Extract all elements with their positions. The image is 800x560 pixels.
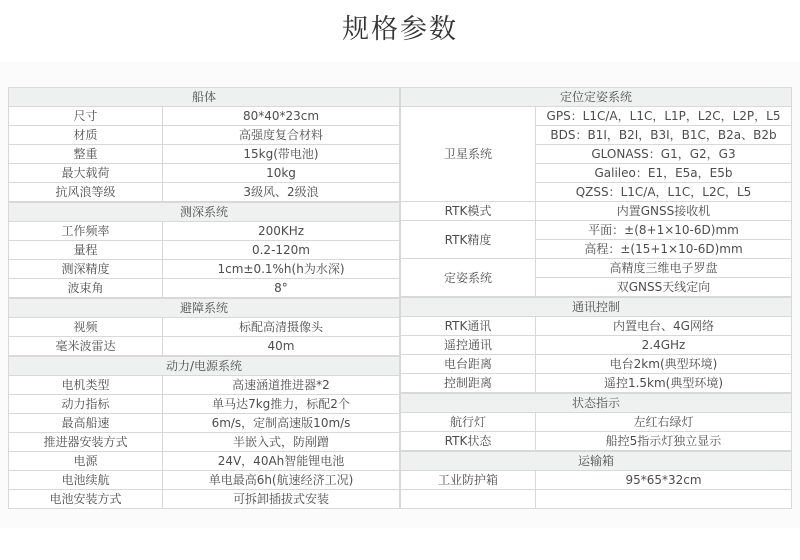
table-row <box>9 260 400 279</box>
table-row <box>9 414 400 433</box>
page-title: 规格参数 <box>342 14 458 45</box>
table-row <box>9 490 400 509</box>
table-row <box>9 183 400 202</box>
spec-value: 标配高清摄像头 <box>163 318 400 337</box>
spec-value: 单马达7kg推力，标配2个 <box>163 395 400 414</box>
spec-label: 工业防护箱 <box>401 471 536 490</box>
section-header-positioning-system: 定位定姿系统 <box>401 88 792 107</box>
spec-label: 电池安装方式 <box>9 490 163 509</box>
spec-section-transport-box <box>400 451 792 509</box>
section-header-row <box>401 88 792 107</box>
spec-label: 控制距离 <box>401 374 536 393</box>
spec-label: 最高船速 <box>9 414 163 433</box>
table-row <box>9 107 400 126</box>
table-row <box>401 107 792 126</box>
page <box>0 14 800 528</box>
spec-value: 双GNSS天线定向 <box>536 278 792 297</box>
spec-value: 高程：±(15+1×10-6D)mm <box>536 240 792 259</box>
spec-table <box>8 87 792 509</box>
table-row <box>401 336 792 355</box>
table-row <box>9 337 400 356</box>
spec-label: 电机类型 <box>9 376 163 395</box>
spec-label: RTK状态 <box>401 432 536 451</box>
table-row <box>9 222 400 241</box>
spec-label: 推进器安装方式 <box>9 433 163 452</box>
spec-value: 高精度三维电子罗盘 <box>536 259 792 278</box>
spec-label: 工作频率 <box>9 222 163 241</box>
section-header-row <box>9 88 400 107</box>
spec-label: 最大载荷 <box>9 164 163 183</box>
spec-label: 航行灯 <box>401 413 536 432</box>
section-header-row <box>401 298 792 317</box>
section-header-transport-box: 运输箱 <box>401 452 792 471</box>
section-header-hull: 船体 <box>9 88 400 107</box>
spec-label: 定姿系统 <box>401 259 536 297</box>
table-row <box>9 376 400 395</box>
table-row <box>401 413 792 432</box>
table-row <box>9 395 400 414</box>
spec-label: 抗风浪等级 <box>9 183 163 202</box>
spec-value: 24V，40Ah智能锂电池 <box>163 452 400 471</box>
section-header-status-indication: 状态指示 <box>401 394 792 413</box>
spec-value: Galileo：E1，E5a，E5b <box>536 164 792 183</box>
spec-label: 材质 <box>9 126 163 145</box>
spec-value: 高速涵道推进器*2 <box>163 376 400 395</box>
table-row <box>9 318 400 337</box>
table-row <box>9 452 400 471</box>
table-row <box>401 471 792 490</box>
spec-label: 测深精度 <box>9 260 163 279</box>
table-row <box>401 490 792 509</box>
table-row <box>9 241 400 260</box>
spec-label: 电池续航 <box>9 471 163 490</box>
spec-value: BDS：B1I，B2I，B3I，B1C，B2a、B2b <box>536 126 792 145</box>
spec-value: 单电最高6h(航速经济工况) <box>163 471 400 490</box>
table-row <box>401 221 792 240</box>
spec-value: 船控5指示灯独立显示 <box>536 432 792 451</box>
spec-label: 尺寸 <box>9 107 163 126</box>
table-row <box>9 279 400 298</box>
spec-value: 95*65*32cm <box>536 471 792 490</box>
spec-value: 高强度复合材料 <box>163 126 400 145</box>
spec-label: 电源 <box>9 452 163 471</box>
spec-value: 平面：±(8+1×10-6D)mm <box>536 221 792 240</box>
spec-value: 80*40*23cm <box>163 107 400 126</box>
spec-value: 40m <box>163 337 400 356</box>
spec-value: 1cm±0.1%h(h为水深) <box>163 260 400 279</box>
spec-value: 内置电台、4G网络 <box>536 317 792 336</box>
table-row <box>9 471 400 490</box>
spec-value: QZSS：L1C/A，L1C，L2C，L5 <box>536 183 792 202</box>
spec-section-sounding-system <box>8 202 400 298</box>
spec-value: 2.4GHz <box>536 336 792 355</box>
spec-value: 200KHz <box>163 222 400 241</box>
spec-value: GPS：L1C/A，L1C，L1P，L2C，L2P，L5 <box>536 107 792 126</box>
section-header-row <box>9 299 400 318</box>
spec-label: 视频 <box>9 318 163 337</box>
spec-section-power-system <box>8 356 400 509</box>
table-row <box>401 202 792 221</box>
section-header-power-system: 动力/电源系统 <box>9 357 400 376</box>
spec-value: 左红右绿灯 <box>536 413 792 432</box>
table-row <box>401 432 792 451</box>
section-header-row <box>401 452 792 471</box>
spec-section-obstacle-avoidance <box>8 298 400 356</box>
table-row <box>9 164 400 183</box>
spec-section-positioning-system <box>400 87 792 297</box>
spec-label: 卫星系统 <box>401 107 536 202</box>
section-header-row <box>9 357 400 376</box>
spec-label: RTK精度 <box>401 221 536 259</box>
spec-section-communication-control <box>400 297 792 393</box>
spec-label: RTK通讯 <box>401 317 536 336</box>
spec-label: 波束角 <box>9 279 163 298</box>
table-row <box>401 317 792 336</box>
table-row <box>9 433 400 452</box>
content-band <box>0 62 800 528</box>
spec-label: 整重 <box>9 145 163 164</box>
spec-value: 8° <box>163 279 400 298</box>
section-header-row <box>401 394 792 413</box>
spec-label: 量程 <box>9 241 163 260</box>
section-header-row <box>9 203 400 222</box>
section-header-obstacle-avoidance: 避障系统 <box>9 299 400 318</box>
spec-column-left <box>8 87 400 509</box>
spec-value: 半嵌入式，防剐蹭 <box>163 433 400 452</box>
table-row <box>401 259 792 278</box>
spec-label: 动力指标 <box>9 395 163 414</box>
spec-section-hull <box>8 87 400 202</box>
spec-label: 遥控通讯 <box>401 336 536 355</box>
spec-value: 3级风、2级浪 <box>163 183 400 202</box>
spec-value: 0.2-120m <box>163 241 400 260</box>
table-row <box>401 355 792 374</box>
section-header-communication-control: 通讯控制 <box>401 298 792 317</box>
spec-section-status-indication <box>400 393 792 451</box>
spec-value: GLONASS：G1，G2，G3 <box>536 145 792 164</box>
spec-value: 可拆卸插拔式安装 <box>163 490 400 509</box>
spec-label: 电台距离 <box>401 355 536 374</box>
spec-value: 6m/s，定制高速版10m/s <box>163 414 400 433</box>
spec-label: 毫米波雷达 <box>9 337 163 356</box>
table-row <box>9 126 400 145</box>
spec-value: 15kg(带电池) <box>163 145 400 164</box>
spec-value: 内置GNSS接收机 <box>536 202 792 221</box>
spec-value: 遥控1.5km(典型环境) <box>536 374 792 393</box>
spec-value: 电台2km(典型环境) <box>536 355 792 374</box>
spec-value: 10kg <box>163 164 400 183</box>
section-header-sounding-system: 测深系统 <box>9 203 400 222</box>
spec-value <box>536 490 792 509</box>
spec-column-right <box>400 87 792 509</box>
table-row <box>401 374 792 393</box>
spec-label: RTK模式 <box>401 202 536 221</box>
spec-label <box>401 490 536 509</box>
table-row <box>9 145 400 164</box>
